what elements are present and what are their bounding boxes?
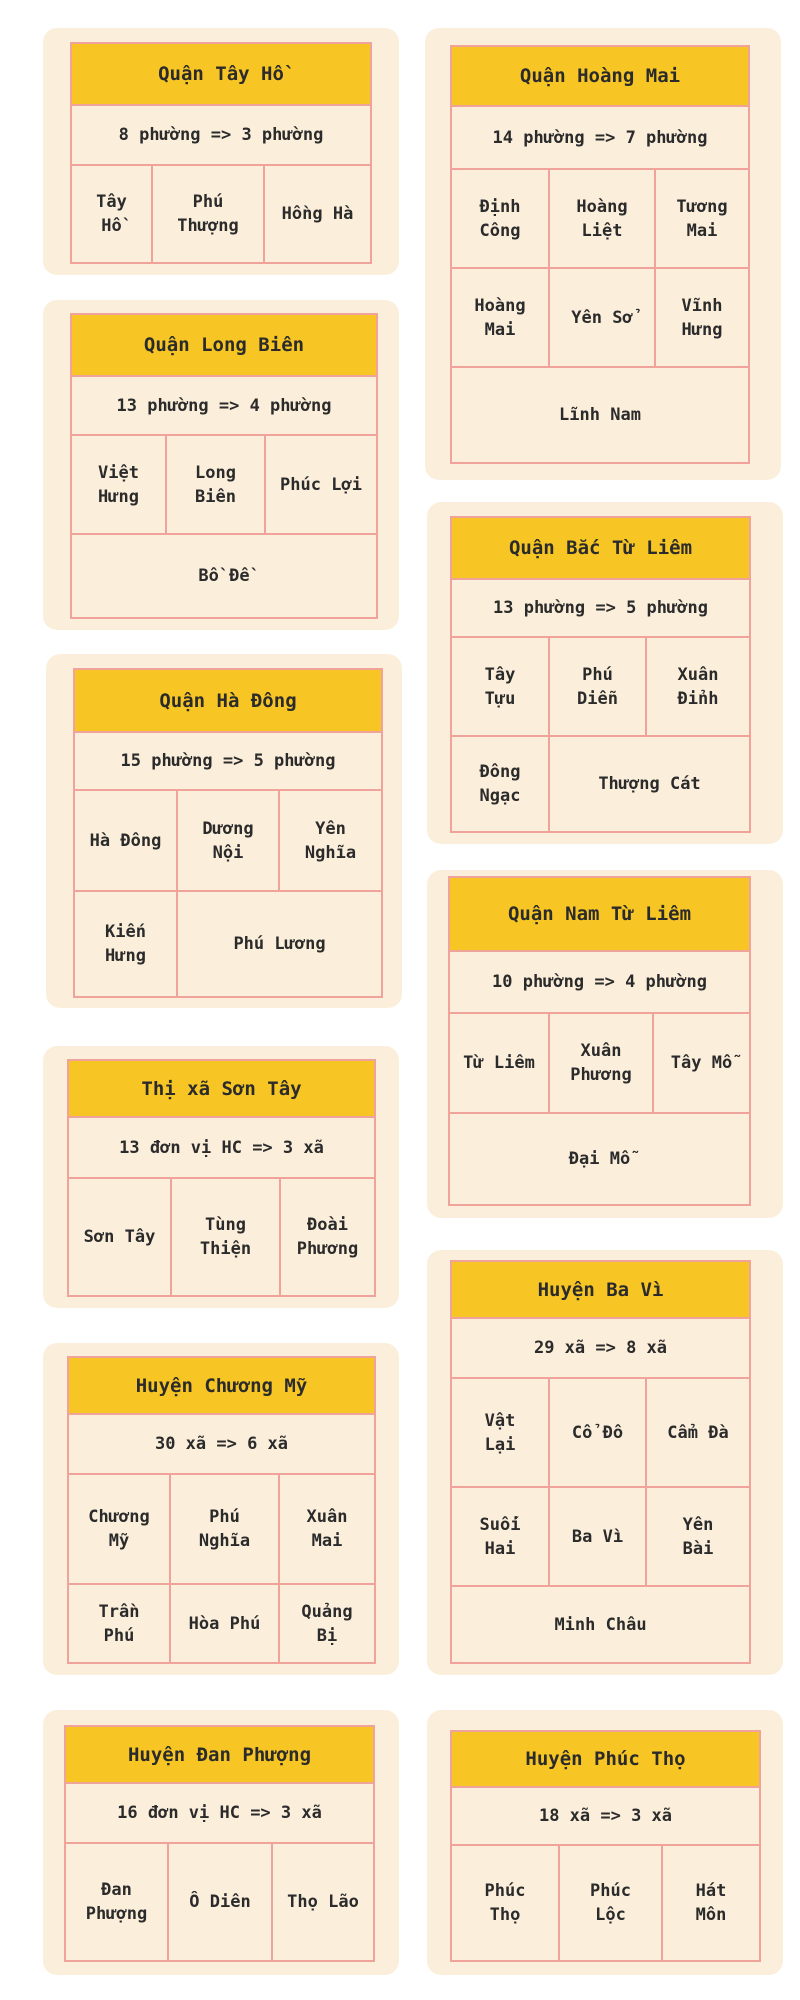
unit-cell: Phú Lương <box>233 934 326 954</box>
unit-cell: Phúc Lộc <box>560 1846 663 1960</box>
unit-cell: Đông Ngạc <box>452 737 550 831</box>
district-summary: 13 đơn vị HC => 3 xã <box>69 1118 374 1179</box>
units-row <box>72 535 376 617</box>
table-long-bien <box>70 313 378 619</box>
units-row <box>72 166 370 262</box>
district-summary: 8 phường => 3 phường <box>72 106 370 166</box>
card-long-bien <box>43 300 399 630</box>
unit-cell: Xuân Mai <box>306 1507 348 1551</box>
card-nam-tu-liem <box>427 870 783 1218</box>
unit-cell: Yên Nghĩa <box>304 818 357 863</box>
card-hoang-mai <box>425 28 781 480</box>
district-title: Huyện Chương Mỹ <box>69 1358 374 1415</box>
district-summary: 13 phường => 4 phường <box>72 377 376 436</box>
unit-cell: Suối Hai <box>452 1488 550 1585</box>
unit-cell: Cẩm Đà <box>667 1422 729 1443</box>
table-chuong-my <box>67 1356 376 1664</box>
units-row <box>69 1179 374 1295</box>
units-row <box>66 1844 373 1960</box>
table-ha-dong <box>73 668 383 998</box>
card-chuong-my <box>43 1343 399 1675</box>
units-row <box>75 892 381 996</box>
unit-cell: Tây Hồ <box>72 166 153 262</box>
unit-cell: Bồ Đề <box>198 566 250 586</box>
unit-cell: Yên Sở <box>550 269 656 366</box>
unit-cell: Yên Bài <box>682 1514 714 1559</box>
district-summary: 10 phường => 4 phường <box>450 952 749 1014</box>
district-title: Quận Hoàng Mai <box>452 47 748 107</box>
unit-cell: Từ Liêm <box>450 1014 550 1112</box>
unit-cell: Đan Phượng <box>66 1844 169 1960</box>
card-ha-dong <box>46 654 402 1008</box>
units-row <box>452 1379 749 1488</box>
unit-cell: Tây Mỗ <box>670 1053 733 1073</box>
unit-cell: Hòa Phú <box>171 1585 280 1662</box>
units-row <box>75 791 381 892</box>
unit-cell: Hát Môn <box>695 1881 727 1925</box>
unit-cell: Dương Nội <box>178 791 280 890</box>
district-summary: 13 phường => 5 phường <box>452 580 749 638</box>
unit-cell: Hà Đông <box>75 791 178 890</box>
card-phuc-tho <box>427 1710 783 1975</box>
units-row <box>69 1475 374 1585</box>
unit-cell: Lĩnh Nam <box>559 405 641 425</box>
district-title: Quận Nam Từ Liêm <box>450 878 749 952</box>
unit-cell: Định Công <box>452 170 550 267</box>
units-row <box>72 436 376 535</box>
district-title: Huyện Đan Phượng <box>66 1727 373 1784</box>
unit-cell: Phúc Thọ <box>452 1846 560 1960</box>
card-ba-vi <box>427 1250 783 1675</box>
unit-cell: Hoàng Mai <box>452 269 550 366</box>
district-title: Thị xã Sơn Tây <box>69 1061 374 1118</box>
district-summary: 18 xã => 3 xã <box>452 1788 759 1846</box>
unit-cell: Phú Nghĩa <box>171 1475 280 1583</box>
table-tay-ho <box>70 42 372 264</box>
units-row <box>450 1114 749 1204</box>
district-summary: 30 xã => 6 xã <box>69 1415 374 1475</box>
district-title: Huyện Ba Vì <box>452 1262 749 1319</box>
units-row <box>452 1587 749 1662</box>
unit-cell: Ô Diên <box>169 1844 273 1960</box>
card-dan-phuong <box>43 1710 399 1975</box>
units-row <box>452 170 748 269</box>
unit-cell: Sơn Tây <box>69 1179 172 1295</box>
district-summary: 16 đơn vị HC => 3 xã <box>66 1784 373 1844</box>
units-row <box>452 1488 749 1587</box>
district-title: Quận Bắc Từ Liêm <box>452 518 749 580</box>
unit-cell: Thọ Lão <box>287 1892 359 1912</box>
unit-cell: Phúc Lợi <box>280 474 362 495</box>
unit-cell: Trần Phú <box>69 1585 171 1662</box>
district-summary: 14 phường => 7 phường <box>452 107 748 170</box>
unit-cell: Ba Vì <box>550 1488 647 1585</box>
units-row <box>452 269 748 368</box>
unit-cell: Cổ Đô <box>550 1379 647 1486</box>
table-phuc-tho <box>450 1730 761 1962</box>
unit-cell: Xuân Phương <box>550 1014 654 1112</box>
units-row <box>452 737 749 831</box>
unit-cell: Đoài Phương <box>296 1215 359 1259</box>
unit-cell: Tùng Thiện <box>172 1179 281 1295</box>
district-title: Quận Hà Đông <box>75 670 381 733</box>
district-summary: 29 xã => 8 xã <box>452 1319 749 1379</box>
table-dan-phuong <box>64 1725 375 1962</box>
unit-cell: Phú Thượng <box>153 166 265 262</box>
units-row <box>452 638 749 737</box>
unit-cell: Việt Hưng <box>72 436 167 533</box>
units-row <box>450 1014 749 1114</box>
unit-cell: Phú Diễn <box>550 638 647 735</box>
unit-cell: Chương Mỹ <box>69 1475 171 1583</box>
units-row <box>452 1846 759 1960</box>
unit-cell: Hoàng Liệt <box>550 170 656 267</box>
unit-cell: Đại Mỗ <box>568 1149 631 1169</box>
district-title: Huyện Phúc Thọ <box>452 1732 759 1788</box>
unit-cell: Thượng Cát <box>598 774 701 794</box>
unit-cell: Vĩnh Hưng <box>681 295 723 340</box>
unit-cell: Hồng Hà <box>281 204 354 224</box>
table-nam-tu-liem <box>448 876 751 1206</box>
unit-cell: Tương Mai <box>676 196 728 241</box>
card-son-tay <box>43 1046 399 1308</box>
district-title: Quận Tây Hồ <box>72 44 370 106</box>
card-tay-ho <box>43 28 399 275</box>
district-summary: 15 phường => 5 phường <box>75 733 381 791</box>
table-ba-vi <box>450 1260 751 1664</box>
units-row <box>452 368 748 462</box>
unit-cell: Quảng Bị <box>301 1601 353 1646</box>
district-title: Quận Long Biên <box>72 315 376 377</box>
unit-cell: Kiến Hưng <box>75 892 178 996</box>
unit-cell: Xuân Đỉnh <box>677 664 719 709</box>
unit-cell: Minh Châu <box>554 1614 647 1635</box>
card-bac-tu-liem <box>427 502 783 844</box>
table-bac-tu-liem <box>450 516 751 833</box>
units-row <box>69 1585 374 1662</box>
table-hoang-mai <box>450 45 750 464</box>
unit-cell: Tây Tựu <box>452 638 550 735</box>
unit-cell: Long Biên <box>167 436 266 533</box>
unit-cell: Vật Lại <box>452 1379 550 1486</box>
table-son-tay <box>67 1059 376 1297</box>
